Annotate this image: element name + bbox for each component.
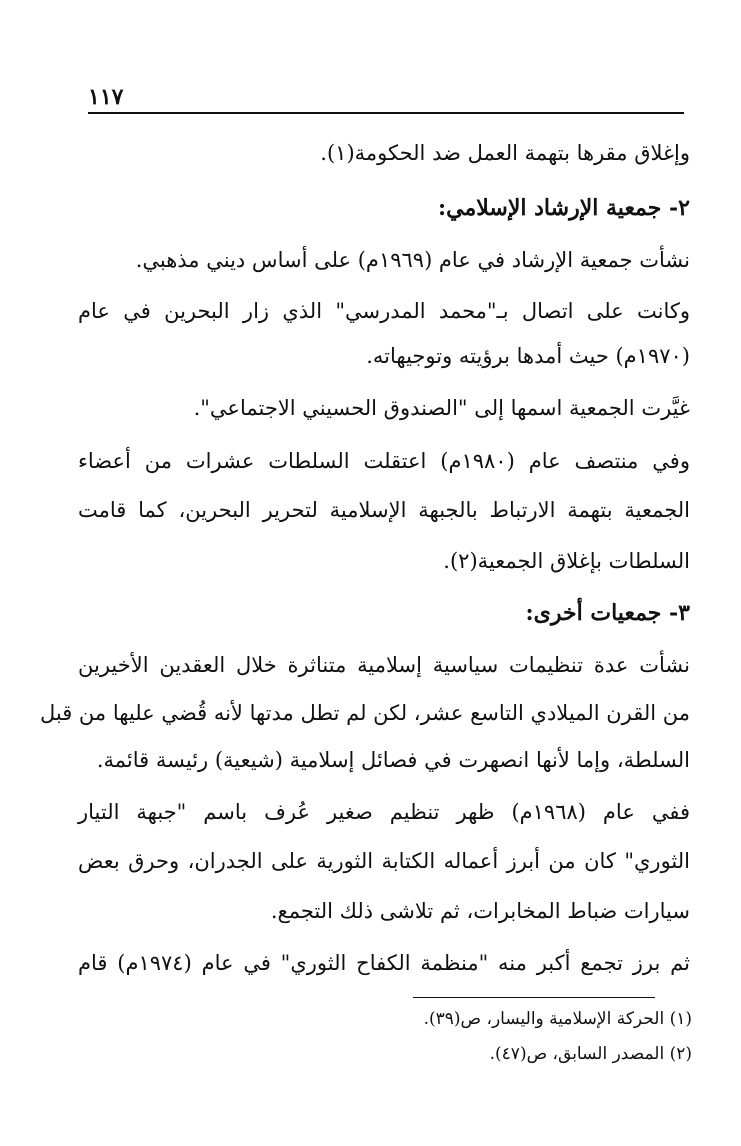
footnote: (٢) المصدر السابق، ص(٤٧). — [489, 1044, 692, 1064]
section-heading: ٣- جمعيات أخرى: — [525, 600, 690, 626]
text-line: وكانت على اتصال بـ"محمد المدرسي" الذي زار البحرين في عام — [78, 299, 690, 323]
text-line: (١٩٧٠م) حيث أمدها برؤيته وتوجيهاته. — [366, 344, 690, 368]
header-rule — [88, 112, 684, 114]
text-line: نشأت عدة تنظيمات سياسية إسلامية متناثرة خلال العقدين الأخيرين — [78, 653, 690, 677]
text-line: الجمعية بتهمة الارتباط بالجبهة الإسلامية لتحرير البحرين، كما قامت — [78, 498, 690, 522]
text-line: وإغلاق مقرها بتهمة العمل ضد الحكومة(١). — [320, 141, 690, 165]
text-line: ثم برز تجمع أكبر منه "منظمة الكفاح الثوري" في عام (١٩٧٤م) قام — [78, 951, 690, 975]
text-line: سيارات ضباط المخابرات، ثم تلاشى ذلك التجمع. — [270, 899, 690, 923]
footnote: (١) الحركة الإسلامية واليسار، ص(٣٩). — [423, 1009, 692, 1029]
text-line: السلطات بإغلاق الجمعية(٢). — [443, 549, 690, 573]
text-line: السلطة، وإما لأنها انصهرت في فصائل إسلامية (شيعية) رئيسة قائمة. — [96, 748, 690, 772]
section-heading: ٢- جمعية الإرشاد الإسلامي: — [438, 195, 690, 221]
text-line: وفي منتصف عام (١٩٨٠م) اعتقلت السلطات عشرات من أعضاء — [78, 449, 690, 473]
page-number: ١١٧ — [88, 84, 124, 110]
footnote-rule — [413, 997, 655, 998]
text-line: من القرن الميلادي التاسع عشر، لكن لم تطل مدتها لأنه قُضي عليها من قبل — [39, 701, 690, 725]
text-line: ففي عام (١٩٦٨م) ظهر تنظيم صغير عُرف باسم "جبهة التيار — [78, 800, 690, 824]
text-line: غيَّرت الجمعية اسمها إلى "الصندوق الحسيني الاجتماعي". — [193, 396, 690, 420]
text-line: نشأت جمعية الإرشاد في عام (١٩٦٩م) على أساس ديني مذهبي. — [135, 248, 690, 272]
text-line: الثوري" كان من أبرز أعماله الكتابة الثورية على الجدران، وحرق بعض — [78, 849, 690, 873]
